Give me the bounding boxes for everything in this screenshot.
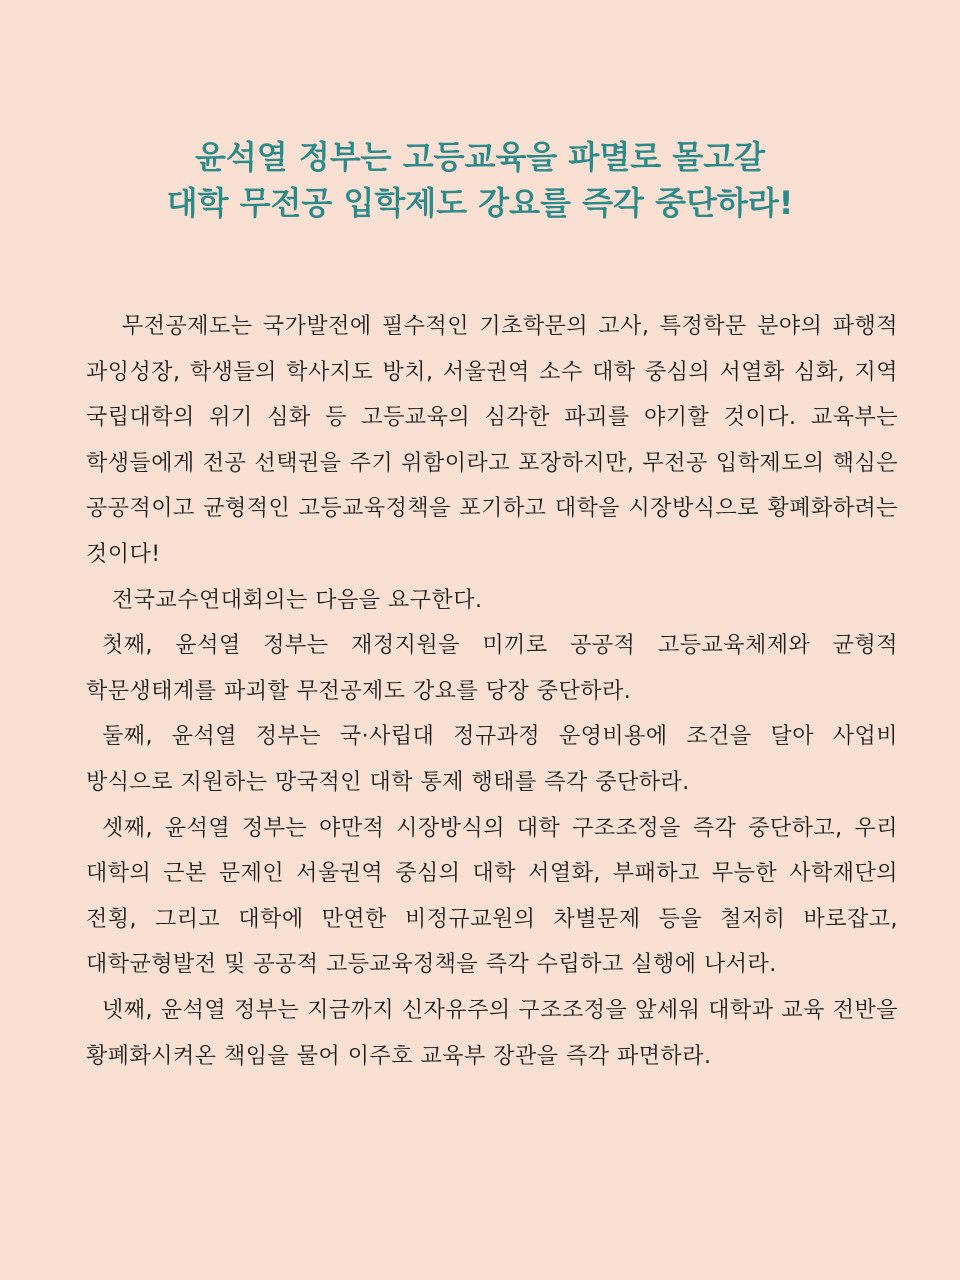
demand-first-paragraph: 첫째, 윤석열 정부는 재정지원을 미끼로 공공적 고등교육체제와 균형적 학문생태계를 파괴할 무전공제도 강요를 당장 중단하라.: [86, 633, 898, 704]
title-line-1: 윤석열 정부는 고등교육을 파멸로 몰고갈: [194, 138, 766, 176]
statement-body: [86, 304, 898, 1079]
demand-second-paragraph: 둘째, 윤석열 정부는 국·사립대 정규과정 운영비용에 조건을 달아 사업비 방식으로 지원하는 망국적인 대학 통제 행태를 즉각 중단하라.: [86, 724, 898, 795]
intro-paragraph: 무전공제도는 국가발전에 필수적인 기초학문의 고사, 특정학문 분야의 파행적 과잉성장, 학생들의 학사지도 방치, 서울권역 소수 대학 중심의 서열화 심화, 지역 국립대학의 위기 심화 등 고등교육의 심각한 파괴를 야기할 것이다. 교육부는 학생들에게 전공 선택권을 주기 위함이라고 포장하지만, 무전공 입학제도의 핵심은 공공적이고 균형적인 고등교육정책을 포기하고 대학을 시장방식으로 황폐화하려는 것이다!: [86, 314, 898, 567]
demand-fourth-paragraph: 넷째, 윤석열 정부는 지금까지 신자유주의 구조조정을 앞세워 대학과 교육 전반을 황폐화시켜온 책임을 물어 이주호 교육부 장관을 즉각 파면하라.: [86, 997, 898, 1069]
demand-intro-paragraph: 전국교수연대회의는 다음을 요구한다.: [112, 587, 483, 613]
page-title: [0, 134, 960, 226]
demand-third-paragraph: 셋째, 윤석열 정부는 야만적 시장방식의 대학 구조조정을 즉각 중단하고, 우리 대학의 근본 문제인 서울권역 중심의 대학 서열화, 부패하고 무능한 사학재단의 전횡, 그리고 대학에 만연한 비정규교원의 차별문제 등을 철저히 바로잡고, 대학균형발전 및 공공적 고등교육정책을 즉각 수립하고 실행에 나서라.: [86, 815, 898, 978]
title-line-2: 대학 무전공 입학제도 강요를 즉각 중단하라!: [166, 184, 794, 222]
